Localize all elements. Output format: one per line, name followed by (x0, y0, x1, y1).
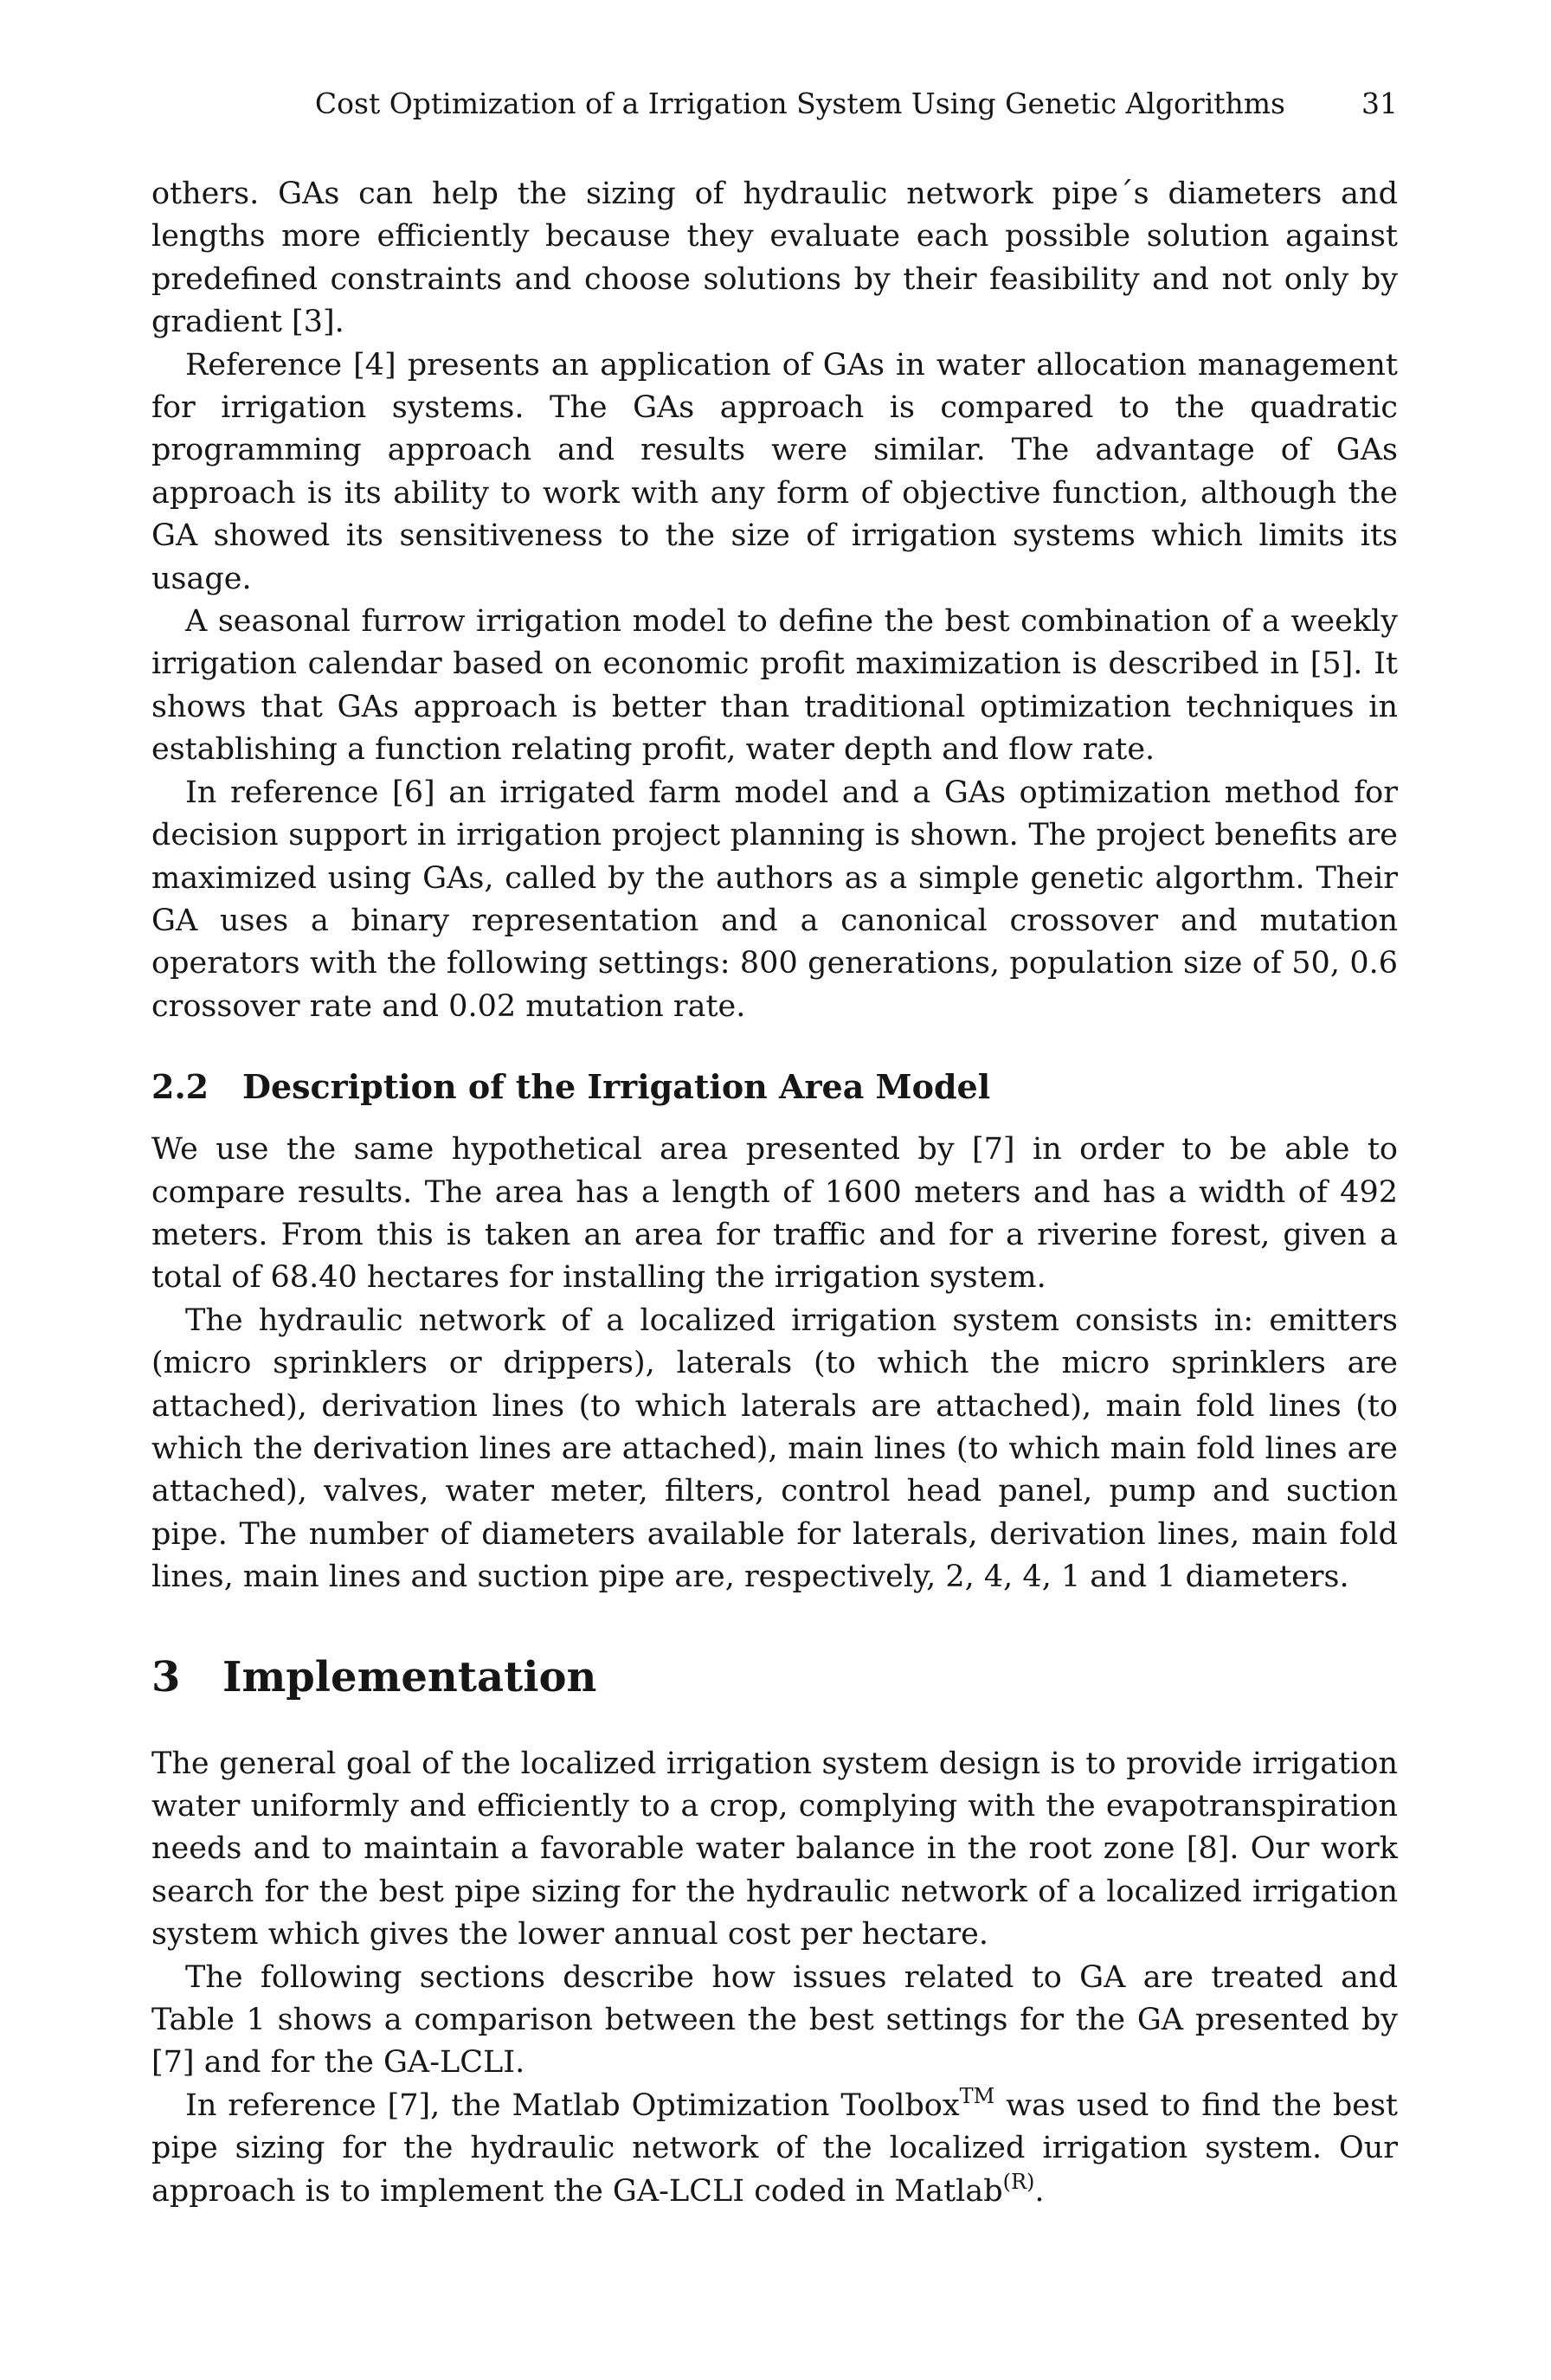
section-title: Implementation (222, 1652, 597, 1701)
paper-page (151, 87, 1398, 2213)
registered-superscript: (R) (1002, 2169, 1035, 2194)
section-paragraph-1: The general goal of the localized irrigation system design is to provide irrigation water uniformly and efficiently to a crop, complying with the evapotranspiration needs and to maintain a favorable water balance in the root zone [8]. Our work search for the best pipe sizing for the hydraulic network of a localized irrigation system which gives the lower annual cost per hectare. (151, 1746, 1398, 1952)
intro-paragraph-1: others. GAs can help the sizing of hydraulic network pipe´s diameters and lengths more efficiently because they evaluate each possible solution against predefined constraints and choose solutions by their feasibility and not only by gradient [3]. (151, 177, 1398, 340)
running-title: Cost Optimization of a Irrigation System Using Genetic Algorithms (314, 87, 1285, 120)
section-paragraph-3-text-b: was used to find the best pipe sizing for the hydraulic network of the localized irrigation system. Our approach is to implement the GA-LCLI coded in Matlab (151, 2087, 1398, 2209)
subsection-paragraph-1: We use the same hypothetical area presented by [7] in order to be able to compare results. The area has a length of 1600 meters and has a width of 492 meters. From this is taken an area for traffic and for a riverine forest, given a total of 68.40 hectares for installing the irrigation system. (151, 1132, 1398, 1296)
page-number: 31 (1361, 87, 1398, 120)
subsection-paragraph-2: The hydraulic network of a localized irrigation system consists in: emitters (micro sprinklers or drippers), laterals (to which the micro sprinklers are attached), derivation lines (to which laterals are attached), main fold lines (to which the derivation lines are attached), main lines (to which main fold lines are attached), valves, water meter, filters, control head panel, pump and suction pipe. The number of diameters available for laterals, derivation lines, main fold lines, main lines and suction pipe are, respectively, 2, 4, 4, 1 and 1 diameters. (151, 1303, 1398, 1595)
intro-paragraph-3: A seasonal furrow irrigation model to define the best combination of a weekly irrigation calendar based on economic profit maximization is described in [5]. It shows that GAs approach is better than traditional optimization techniques in establishing a function relating profit, water depth and flow rate. (151, 604, 1398, 768)
subsection-title: Description of the Irrigation Area Model (242, 1067, 991, 1107)
section-number: 3 (151, 1652, 181, 1701)
subsection-number: 2.2 (151, 1067, 209, 1107)
trademark-superscript: TM (959, 2083, 995, 2108)
section-heading (151, 1651, 1398, 1703)
section-paragraph-3-text-a: In reference [7], the Matlab Optimization Toolbox (185, 2087, 960, 2123)
intro-paragraph-4: In reference [6] an irrigated farm model and a GAs optimization method for decision support in irrigation project planning is shown. The project benefits are maximized using GAs, called by the authors as a simple genetic algorthm. Their GA uses a binary representation and a canonical crossover and mutation operators with the following settings: 800 generations, population size of 50, 0.6 crossover rate and 0.02 mutation rate. (151, 775, 1398, 1024)
section-paragraph-2: The following sections describe how issues related to GA are treated and Table 1 shows a comparison between the best settings for the GA presented by [7] and for the GA-LCLI. (151, 1959, 1398, 2081)
subsection-heading (151, 1065, 1398, 1110)
section-paragraph-3-text-c: . (1034, 2173, 1045, 2209)
section-paragraph-3 (151, 2085, 1398, 2213)
running-head (151, 87, 1398, 138)
intro-paragraph-2: Reference [4] presents an application of GAs in water allocation management for irrigation systems. The GAs approach is compared to the quadratic programming approach and results were similar. The advantage of GAs approach is its ability to work with any form of objective function, although the GA showed its sensitiveness to the size of irrigation systems which limits its usage. (151, 347, 1398, 596)
